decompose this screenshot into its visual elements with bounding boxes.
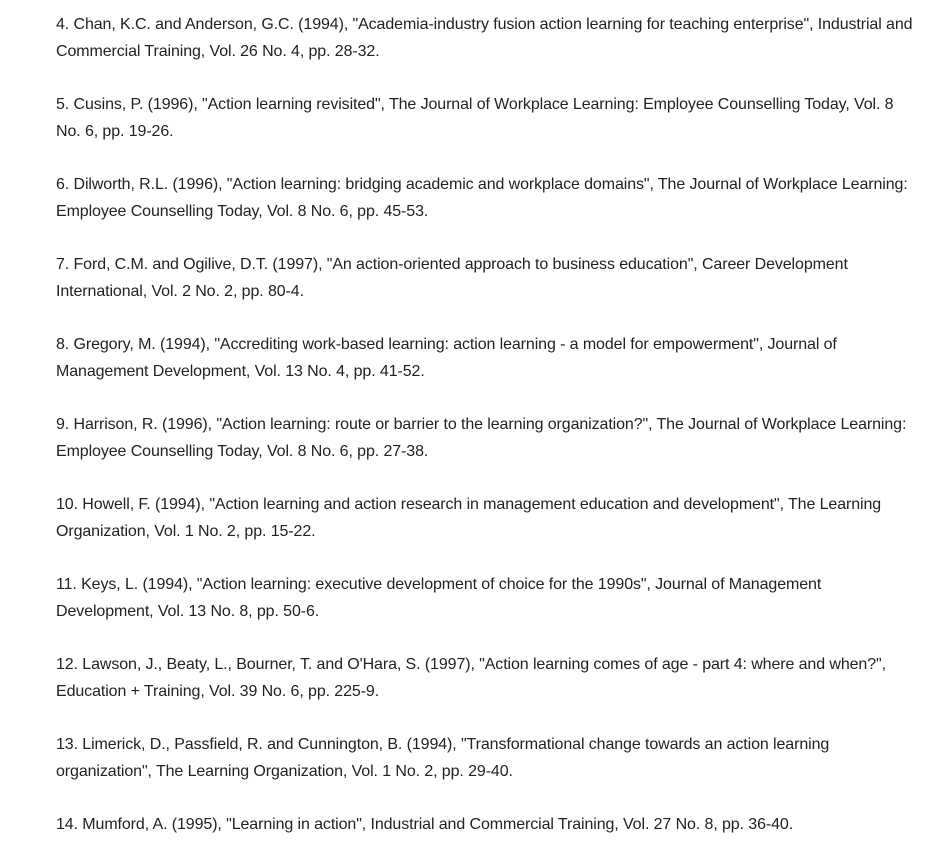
reference-list <box>56 11 916 864</box>
reference-item-9: 9. Harrison, R. (1996), "Action learning: route or barrier to the learning organization?", The Journal of Workplace Learning: Employee Counselling Today, Vol. 8 No. 6, pp. 27-38. <box>56 416 907 460</box>
reference-item-11: 11. Keys, L. (1994), "Action learning: executive development of choice for the 1990s", Journal of Management Development, Vol. 13 No. 8, pp. 50-6. <box>56 576 822 620</box>
reference-item-8: 8. Gregory, M. (1994), "Accrediting work-based learning: action learning - a model for empowerment", Journal of Management Development, Vol. 13 No. 4, pp. 41-52. <box>56 336 837 380</box>
reference-item-14: 14. Mumford, A. (1995), "Learning in action", Industrial and Commercial Training, Vol. 27 No. 8, pp. 36-40. <box>56 816 794 833</box>
reference-item-4: 4. Chan, K.C. and Anderson, G.C. (1994), "Academia-industry fusion action learning for teaching enterprise", Industrial and Commercial Training, Vol. 26 No. 4, pp. 28-32. <box>56 16 913 60</box>
reference-item-5: 5. Cusins, P. (1996), "Action learning revisited", The Journal of Workplace Learning: Employee Counselling Today, Vol. 8 No. 6, pp. 19-26. <box>56 96 894 140</box>
reference-item-12: 12. Lawson, J., Beaty, L., Bourner, T. and O'Hara, S. (1997), "Action learning comes of age - part 4: where and when?", Education + Training, Vol. 39 No. 6, pp. 225-9. <box>56 656 886 700</box>
reference-item-6: 6. Dilworth, R.L. (1996), "Action learning: bridging academic and workplace domains", The Journal of Workplace Learning: Employee Counselling Today, Vol. 8 No. 6, pp. 45-53. <box>56 176 908 220</box>
reference-item-13: 13. Limerick, D., Passfield, R. and Cunnington, B. (1994), "Transformational change towards an action learning organization", The Learning Organization, Vol. 1 No. 2, pp. 29-40. <box>56 736 830 780</box>
reference-item-10: 10. Howell, F. (1994), "Action learning and action research in management education and development", The Learning Organization, Vol. 1 No. 2, pp. 15-22. <box>56 496 882 540</box>
reference-item-7: 7. Ford, C.M. and Ogilive, D.T. (1997), "An action-oriented approach to business education", Career Development International, Vol. 2 No. 2, pp. 80-4. <box>56 256 848 300</box>
